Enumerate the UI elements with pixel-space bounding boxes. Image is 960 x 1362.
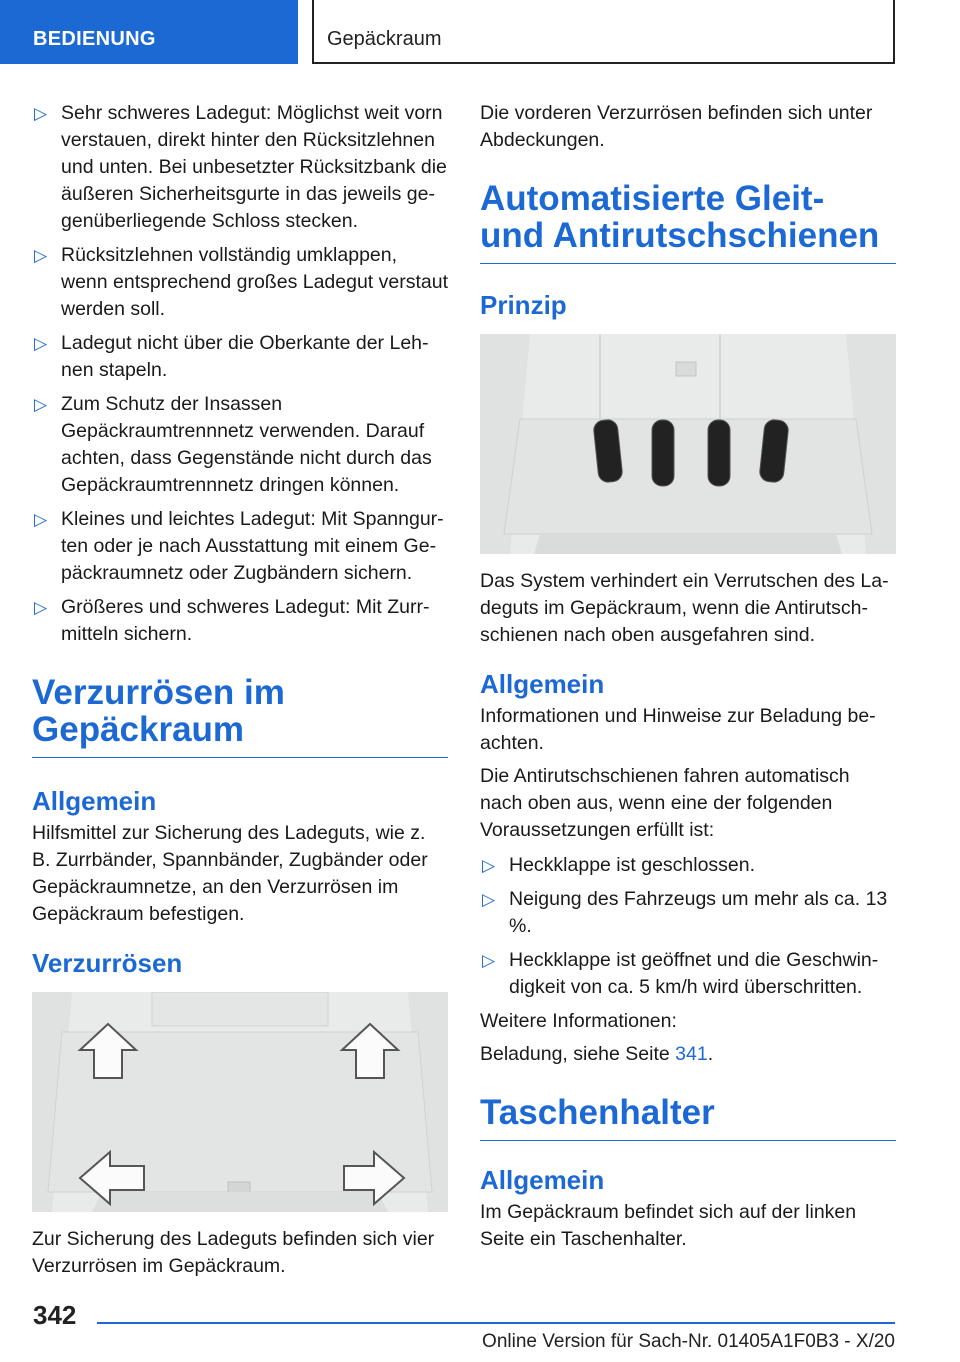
more-info-label: Weitere Informationen: [480,1010,677,1032]
list-item: ▷ Sehr schweres Ladegut: Möglichst weit vorn verstauen, direkt hinter den Rücksitzlehnen und unten. Bei unbesetzter Rücksitzbank die äußeren Sicherheitsgurte in das jeweils gegenüberliegende Schloss stecken. [34,102,447,232]
allgemein-paragraph-1: Informationen und Hinweise zur Beladung beachten. [480,705,876,754]
allgemein-paragraph: Hilfsmittel zur Sicherung des Ladeguts, wie z. B. Zurrbänder, Spannbänder, Zugbänder oder Gepäckraumnetze, an den Verzurrösen im Gepäckraum befestigen. [32,822,428,925]
list-item: ▷ Heckklappe ist geschlossen. [480,852,896,879]
triangle-bullet-icon: ▷ [34,510,48,529]
triangle-bullet-icon: ▷ [482,890,496,909]
triangle-bullet-icon: ▷ [34,334,48,353]
heading-allgemein-taschen: Allgemein [480,1165,605,1195]
list-item: ▷ Kleines und leichtes Ladegut: Mit Spanngurten oder je nach Ausstattung mit einem Gepäckraumnetz oder Zugbändern sichern. [34,508,444,584]
cross-reference [480,1041,896,1068]
right-column [480,100,896,1259]
list-item: ▷ Heckklappe ist geöffnet und die Geschwindigkeit von ca. 5 km/h wird überschritten. [482,949,879,998]
footer-online-version: Online Version für Sach-Nr. 01405A1F0B3 - X/20 [482,1331,895,1352]
page-link[interactable]: 341 [675,1043,708,1065]
trunk-photo-illustration [32,992,448,1212]
trunk-rails-illustration [480,334,896,554]
intro-paragraph: Die vorderen Verzurrösen befinden sich unter Abdeckungen. [480,102,873,151]
cross-reference-text: Beladung, siehe Seite [480,1043,676,1065]
list-item: ▷ Ladegut nicht über die Oberkante der Lehnen stapeln. [34,332,429,381]
heading-verzurroesen-im-gepaeckraum: Verzurrösen im Gepäckraum [32,674,448,758]
heading-verzurroesen: Verzurrösen [32,948,183,978]
heading-antirutschschienen: Automatisierte Gleit- und Antirutschschienen [480,180,896,264]
triangle-bullet-icon: ▷ [34,246,48,265]
list-item: ▷ Größeres und schweres Ladegut: Mit Zurrmitteln sichern. [34,596,430,645]
list-item: ▷ Rücksitzlehnen vollständig umklappen, wenn entsprechend großes Ladegut verstaut werden soll. [34,244,449,320]
heading-taschenhalter: Taschenhalter [480,1094,896,1141]
prinzip-paragraph: Das System verhindert ein Verrutschen des Ladeguts im Gepäckraum, wenn die Antirutschschienen nach oben ausgefahren sind. [480,570,889,646]
trunk-lashing-eyes-photo [32,992,448,1212]
triangle-bullet-icon: ▷ [34,395,48,414]
triangle-bullet-icon: ▷ [482,856,496,875]
list-item: ▷ Neigung des Fahrzeugs um mehr als ca. 13 %. [482,888,888,937]
triangle-bullet-icon: ▷ [482,951,496,970]
list-item: ▷ Zum Schutz der Insassen Gepäckraumtrennnetz verwenden. Darauf achten, dass Gegenstände nicht durch das Gepäckraumtrennnetz dringen können. [34,393,432,496]
page-number: 342 [33,1300,77,1330]
page-title: Gepäckraum [312,0,895,64]
heading-allgemein-rails: Allgemein [480,669,605,699]
cross-reference-end: . [707,1043,714,1065]
triangle-bullet-icon: ▷ [34,598,48,617]
allgemein-paragraph-2: Die Antirutschschienen fahren automatisch nach oben aus, wenn eine der folgenden Voraussetzungen erfüllt ist: [480,765,850,841]
heading-allgemein: Allgemein [32,786,157,816]
trunk-rails-photo [480,334,896,554]
taschenhalter-paragraph: Im Gepäckraum befindet sich auf der linken Seite ein Taschenhalter. [480,1201,857,1250]
heading-prinzip: Prinzip [480,290,567,320]
triangle-bullet-icon: ▷ [34,104,48,123]
footer-divider [97,1322,895,1324]
photo-caption: Zur Sicherung des Ladeguts befinden sich vier Verzurrösen im Gepäckraum. [32,1228,435,1277]
section-tab: BEDIENUNG [0,0,298,64]
left-column [32,100,448,1286]
